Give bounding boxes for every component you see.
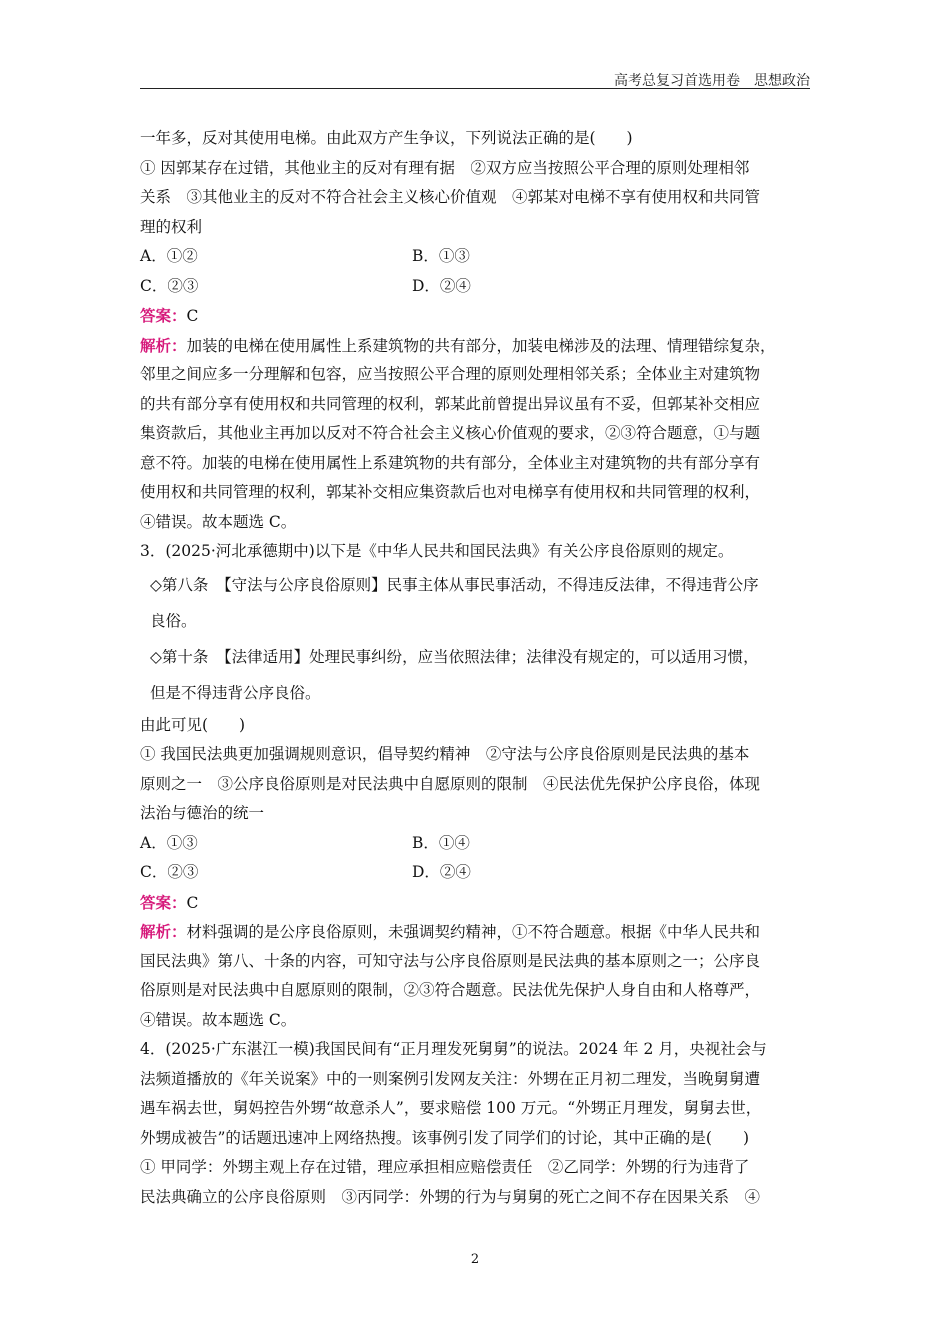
q3-line: 原则之一 ③公序良俗原则是对民法典中自愿原则的限制 ④民法优先保护公序良俗，体现 [140,774,761,793]
page-header: 高考总复习首选用卷 思想政治 [614,73,810,89]
q3-option-d: D．②④ [412,863,471,881]
q2-analysis-line: 集资款后，其他业主再加以反对不符合社会主义核心价值观的要求，②③符合题意，①与题 [140,424,761,442]
q3-quote-line: ◇第八条 【守法与公序良俗原则】民事主体从事民事活动，不得违反法律，不得违背公序 [150,575,759,594]
q3-option-b: B．①④ [412,833,470,852]
q2-analysis-first [140,331,812,361]
q4-line: 法频道播放的《年关说案》中的一则案例引发网友关注：外甥在正月初二理发，当晚舅舅遭 [140,1069,761,1088]
q4-line: ① 甲同学：外甥主观上存在过错，理应承担相应赔偿责任 ②乙同学：外甥的行为违背了 [140,1158,750,1176]
q3-line: 法治与德治的统一 [140,804,265,822]
q2-line: ① 因郭某存在过错，其他业主的反对有理有据 ②双方应当按照公平合理的原则处理相邻 [140,158,750,177]
q4-line: 民法典确立的公序良俗原则 ③丙同学：外甥的行为与舅舅的死亡之间不存在因果关系 ④ [140,1187,761,1206]
q2-option-c: C．②③ [140,276,199,295]
q4-line: 外甥成被告”的话题迅速冲上网络热搜。该事例引发了同学们的讨论，其中正确的是( ) [140,1128,750,1147]
q2-line: 一年多，反对其使用电梯。由此双方产生争议，下列说法正确的是( ) [140,129,633,147]
q3-analysis-line: 国民法典》第八、十条的内容，可知守法与公序良俗原则是民法典的基本原则之一；公序良 [140,951,761,970]
analysis-text: 材料强调的是公序良俗原则，未强调契约精神，①不符合题意。根据《中华人民共和 [186,923,761,941]
q2-analysis-line: ④错误。故本题选 C。 [140,512,297,531]
q4-line: 遇车祸去世，舅妈控告外甥“故意杀人”，要求赔偿 100 万元。“外甥正月理发，舅舅去世， [140,1099,762,1117]
q2-line: 关系 ③其他业主的反对不符合社会主义核心价值观 ④郭某对电梯不享有使用权和共同管 [140,188,761,206]
q2-analysis-line: 的共有部分享有使用权和共同管理的权利，郭某此前曾提出异议虽有不妥，但郭某补交相应 [140,394,761,413]
document-body [140,124,812,1212]
q3-quote-line: 但是不得违背公序良俗。 [150,683,321,702]
q2-option-d: D．②④ [412,276,471,295]
q3-stem: 3．(2025·河北承德期中)以下是《中华人民共和国民法典》有关公序良俗原则的规定。 [140,542,734,560]
q3-analysis-first [140,917,812,947]
q3-options-row-2 [140,858,812,888]
answer-value: C [186,307,199,325]
q2-option-b: B．①③ [412,247,470,265]
q3-analysis-line: 俗原则是对民法典中自愿原则的限制，②③符合题意。民法优先保护人身自由和人格尊严， [140,981,761,999]
q3-answer [140,888,812,918]
q3-line: ① 我国民法典更加强调规则意识，倡导契约精神 ②守法与公序良俗原则是民法典的基本 [140,745,750,763]
q3-line: 由此可见( ) [140,715,246,734]
q2-analysis-line: 意不符。加装的电梯在使用属性上系建筑物的共有部分，全体业主对建筑物的共有部分享有 [140,453,761,472]
q2-answer [140,301,812,331]
q3-option-a: A．①③ [140,833,198,852]
header-divider [140,88,810,89]
q3-options-row-1 [140,829,812,859]
page-number: 2 [470,1252,480,1267]
q2-analysis-line: 使用权和共同管理的权利，郭某补交相应集资款后也对电梯享有使用权和共同管理的权利， [140,483,761,501]
answer-label: 答案： [140,892,187,912]
q2-options-row-2 [140,272,812,302]
answer-label: 答案： [140,306,187,325]
q2-options-row-1 [140,242,812,272]
q3-option-c: C．②③ [140,863,199,881]
answer-value: C [186,893,199,912]
analysis-text: 加装的电梯在使用属性上系建筑物的共有部分，加装电梯涉及的法理、情理错综复杂， [186,336,776,355]
analysis-label: 解析： [140,922,187,941]
q2-line: 理的权利 [140,217,203,236]
q3-quote-line: 良俗。 [150,611,197,630]
q3-analysis-line: ④错误。故本题选 C。 [140,1010,297,1029]
q2-option-a: A．①② [140,247,198,265]
analysis-label: 解析： [140,335,187,355]
q4-line: 4．(2025·广东湛江一模)我国民间有“正月理发死舅舅”的说法。2024 年 2 月，央视社会与 [140,1040,767,1058]
q3-quote-line: ◇第十条 【法律适用】处理民事纠纷，应当依照法律；法律没有规定的，可以适用习惯， [150,647,759,666]
q2-analysis-line: 邻里之间应多一分理解和包容，应当按照公平合理的原则处理相邻关系；全体业主对建筑物 [140,365,761,383]
